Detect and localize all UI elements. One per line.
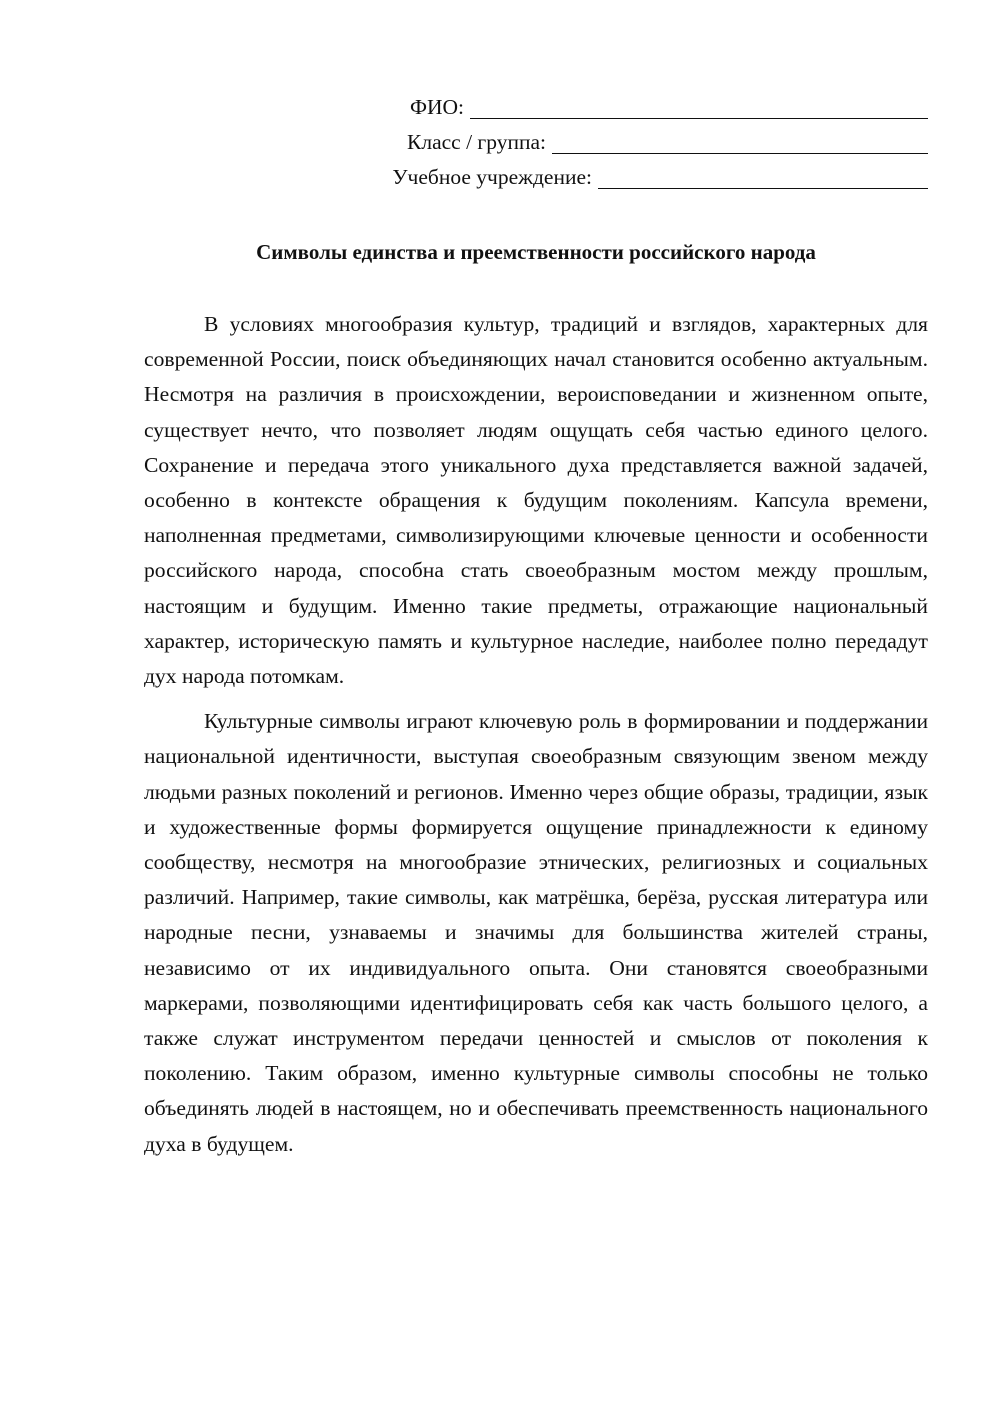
paragraph-2: Культурные символы играют ключевую роль в формировании и поддержании национальной идентичности, выступая своеобразным связующим звеном между людьми разных поколений и регионов. Именно через общие образы, традиции, язык и художественные формы формируется ощущение принадлежности к единому сообществу, несмотря на многообразие этнических, религиозных и социальных различий. Например, такие символы, как матрёшка, берёза, русская литература или народные песни, узнаваемы и значимы для большинства жителей страны, независимо от их индивидуального опыта. Они становятся своеобразными маркерами, позволяющими идентифицировать себя как часть большого целого, а также служат инструментом передачи ценностей и смыслов от поколения к поколению. Таким образом, именно культурные символы способны не только объединять людей в настоящем, но и обеспечивать преемственность национального духа в будущем. xyxy=(144,709,928,1156)
class-row xyxy=(144,125,928,160)
document-page xyxy=(144,90,928,1162)
fio-blank-line[interactable] xyxy=(470,92,928,119)
class-label: Класс / группа: xyxy=(407,130,546,154)
class-blank-line[interactable] xyxy=(552,127,928,154)
paragraph-1: В условиях многообразия культур, традиций и взглядов, характерных для современной России, поиск объединяющих начал становится особенно актуальным. Несмотря на различия в происхождении, вероисповедании и жизненном опыте, существует нечто, что позволяет людям ощущать себя частью единого целого. Сохранение и передача этого уникального духа представляется важной задачей, особенно в контексте обращения к будущим поколениям. Капсула времени, наполненная предметами, символизирующими ключевые ценности и особенности российского народа, способна стать своеобразным мостом между прошлым, настоящим и будущим. Именно такие предметы, отражающие национальный характер, историческую память и культурное наследие, наиболее полно передадут дух народа потомкам. xyxy=(144,312,928,689)
school-blank-line[interactable] xyxy=(598,162,928,189)
school-label: Учебное учреждение: xyxy=(392,165,592,189)
fio-label: ФИО: xyxy=(409,95,464,119)
school-row xyxy=(144,160,928,195)
student-info-block xyxy=(144,90,928,195)
document-title: Символы единства и преемственности российского народа xyxy=(256,240,816,264)
fio-row xyxy=(144,90,928,125)
